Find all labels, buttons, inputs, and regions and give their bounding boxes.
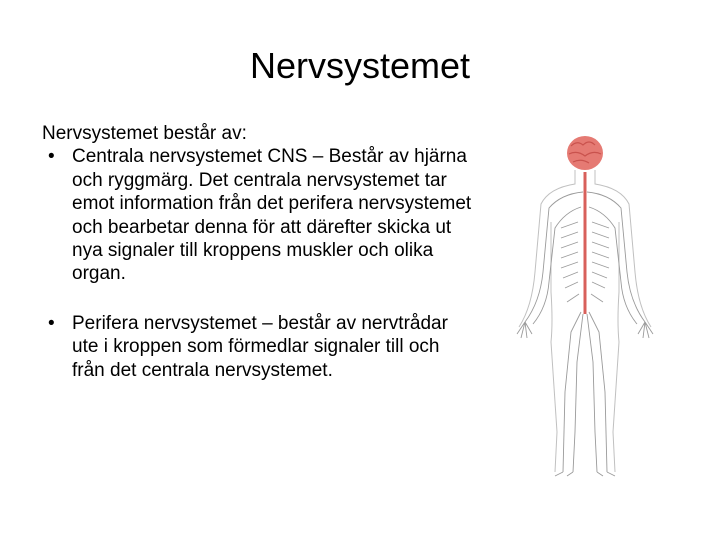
bullet-item-pns — [42, 312, 472, 382]
content-text — [42, 122, 472, 382]
bullet-icon: • — [48, 312, 55, 334]
bullet-text: Centrala nervsystemet CNS – Består av hjärna och ryggmärg. Det centrala nervsystemet tar emot information från det perifera nervsystemet och bearbetar denna för att därefter skicka ut nya signaler till kroppens muskler och olika organ. — [72, 146, 472, 285]
brain-icon — [567, 136, 603, 170]
slide-title: Nervsystemet — [249, 45, 471, 86]
bullet-icon: • — [48, 146, 55, 168]
nervous-system-illustration — [505, 132, 665, 482]
intro-text: Nervsystemet består av: — [42, 123, 247, 144]
bullet-text: Perifera nervsystemet – består av nervtrådar ute i kroppen som förmedlar signaler till och från det centrala nervsystemet. — [72, 312, 448, 381]
bullet-item-cns — [42, 145, 472, 285]
